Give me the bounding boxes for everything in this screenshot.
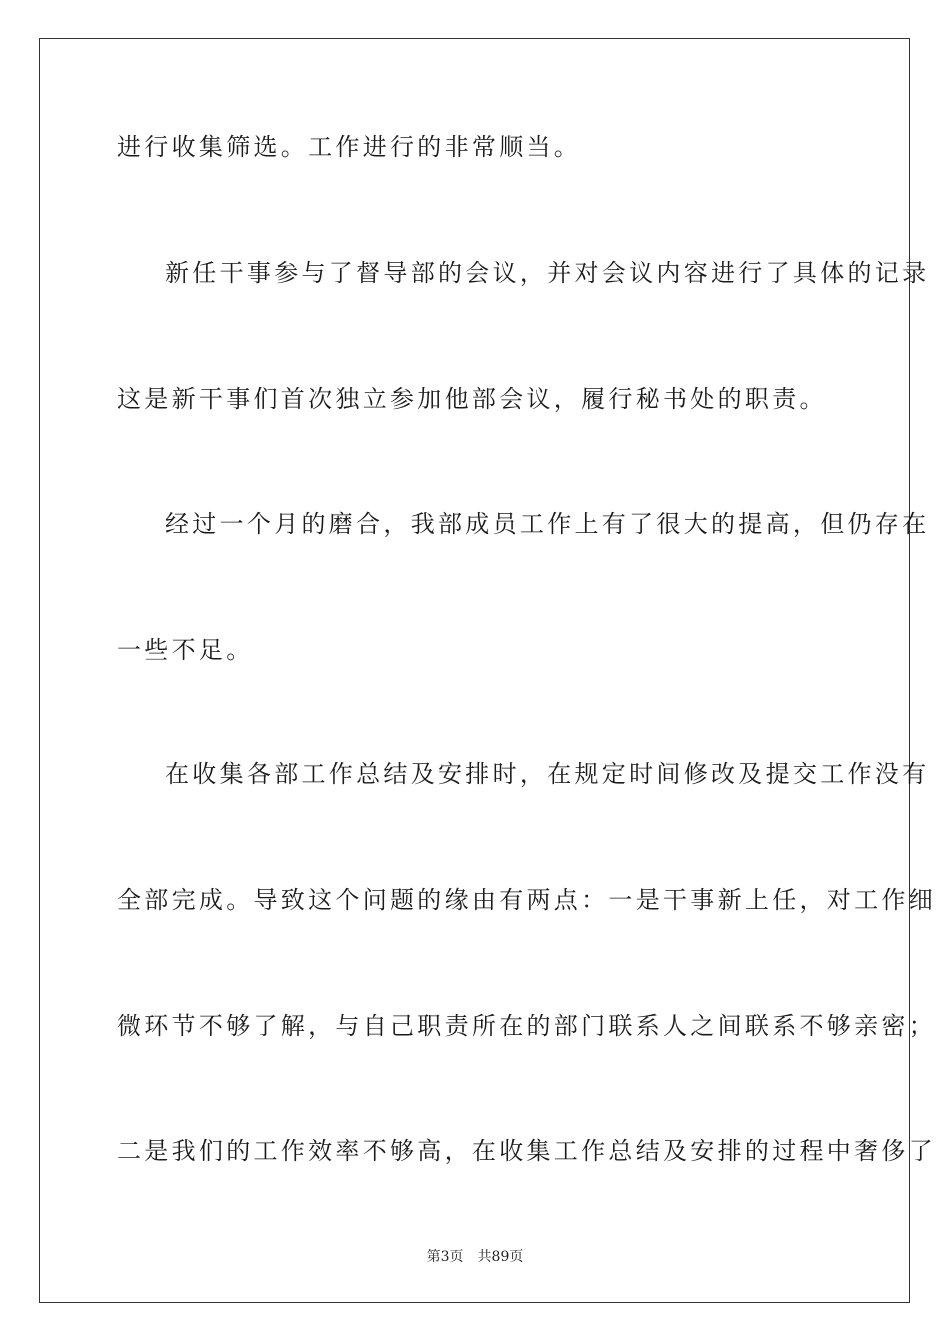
text-line-8: 微环节不够了解，与自己职责所在的部门联系人之间联系不够亲密； bbox=[117, 1012, 936, 1040]
page-border bbox=[39, 38, 936, 1303]
text-line-9: 二是我们的工作效率不够高，在收集工作总结及安排的过程中奢侈了 bbox=[117, 1137, 936, 1165]
text-line-1: 进行收集筛选。工作进行的非常顺当。 bbox=[117, 133, 582, 161]
text-line-2: 新任干事参与了督导部的会议，并对会议内容进行了具体的记录 bbox=[165, 259, 930, 287]
text-line-7: 全部完成。导致这个问题的缘由有两点：一是干事新上任，对工作细 bbox=[117, 886, 936, 914]
page-footer bbox=[0, 1248, 950, 1266]
page-current-label: 第3页 bbox=[426, 1249, 464, 1265]
text-line-6: 在收集各部工作总结及安排时，在规定时间修改及提交工作没有 bbox=[165, 760, 930, 788]
text-line-4: 经过一个月的磨合，我部成员工作上有了很大的提高，但仍存在 bbox=[165, 510, 930, 538]
text-line-5: 一些不足。 bbox=[117, 636, 254, 664]
page-total-label: 共89页 bbox=[477, 1249, 524, 1265]
text-line-3: 这是新干事们首次独立参加他部会议，履行秘书处的职责。 bbox=[117, 385, 827, 413]
